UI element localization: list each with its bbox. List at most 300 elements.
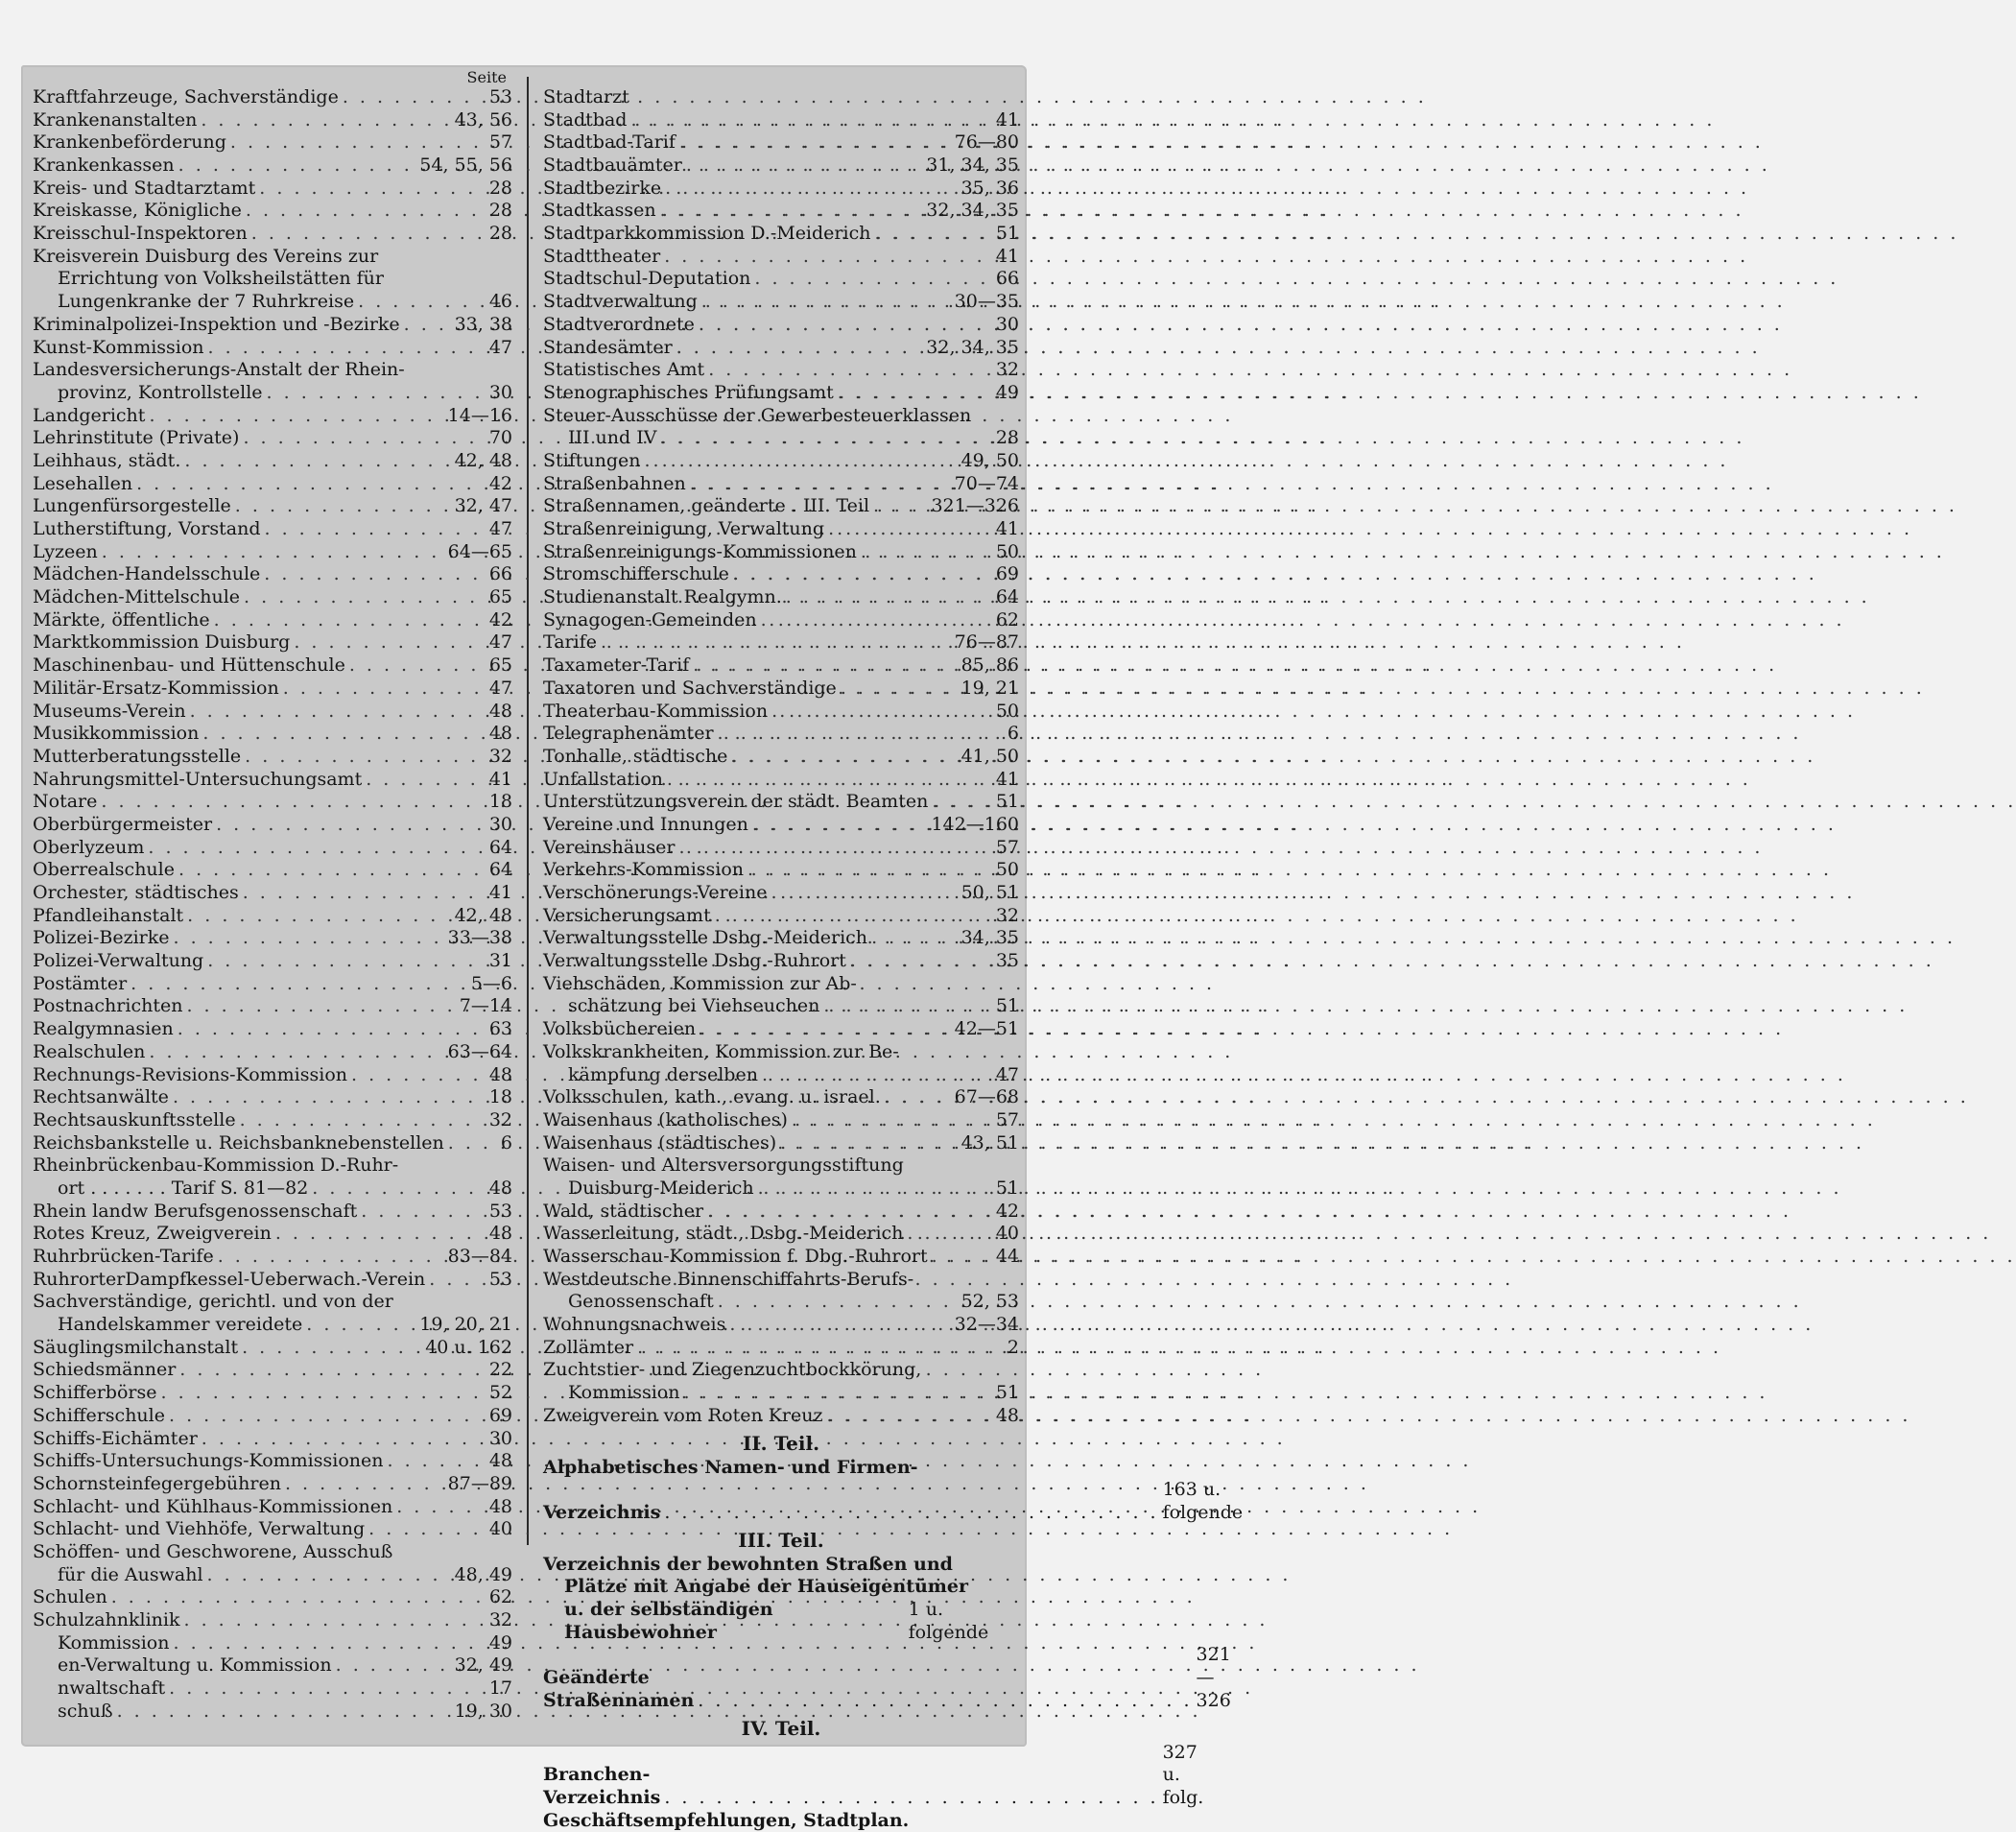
entry-name: Volksschulen, kath., evang. u. israel. (543, 1086, 881, 1108)
entry-page: 64 (995, 586, 1019, 608)
index-entry (33, 131, 512, 155)
entry-page: 30 (488, 1427, 512, 1449)
entry-page: 18 (488, 1086, 512, 1108)
index-entry (33, 769, 512, 792)
leader-dots (174, 1632, 486, 1655)
leader-dots (190, 701, 486, 724)
entry-name: Realschulen (33, 1040, 146, 1062)
entry-name: Zollämter (543, 1336, 634, 1358)
entry-page: 51 (995, 223, 1019, 245)
entry-name: Verschönerungs-Vereine (543, 882, 768, 904)
leader-dots (429, 1269, 486, 1292)
entry-page: 69 (488, 1404, 512, 1426)
index-entry (543, 905, 1019, 928)
entry-name: Märkte, öffentliche (33, 608, 210, 630)
index-entry (33, 905, 512, 928)
index-entry (543, 1178, 1019, 1201)
entry-page: 42, 48 (454, 449, 512, 471)
index-entry (33, 723, 512, 746)
leader-dots (404, 314, 451, 337)
leader-dots (871, 927, 958, 950)
leader-dots (202, 1428, 486, 1451)
entry-name: Unfallstation (543, 768, 663, 790)
entry-name: Wald, städtischer (543, 1200, 704, 1222)
index-entry (33, 223, 512, 246)
entry-name: Kommission (58, 1631, 170, 1654)
entry-page: 42—51 (954, 1018, 1019, 1040)
entry-page: 48 (488, 723, 512, 745)
entry-name: Kreisschul-Inspektoren (33, 223, 248, 245)
index-entry (543, 473, 1019, 496)
leader-dots (244, 586, 486, 609)
entry-page: 83—84 (447, 1246, 512, 1268)
entry-name: Wasserschau-Kommission f. Dbg.-Ruhrort (543, 1246, 928, 1268)
entry-name: Lehrinstitute (Private) (33, 427, 240, 449)
index-entry (543, 1246, 1019, 1269)
index-entry (33, 109, 512, 132)
entry-name: Verkehrs-Kommission (543, 859, 745, 881)
leader-dots (700, 1018, 950, 1041)
entry-name: Genossenschaft (568, 1291, 714, 1313)
entry-page: 48 (488, 1450, 512, 1472)
entry-name: Schiedsmänner (33, 1359, 177, 1381)
entry-page: 5—6 (470, 972, 512, 994)
index-entry (33, 200, 512, 223)
entry-page: 63 (488, 1018, 512, 1040)
entry-page: 57 (488, 131, 512, 154)
index-entry (33, 1541, 512, 1564)
index-entry (33, 1178, 512, 1201)
leader-dots (265, 518, 486, 541)
entry-page: 64 (488, 859, 512, 881)
entry-page: 65 (488, 654, 512, 677)
leader-dots (699, 314, 992, 337)
leader-dots (117, 1701, 451, 1724)
leader-dots (448, 1132, 497, 1155)
entry-name: Kreisverein Duisburg des Vereins zur (33, 245, 379, 267)
index-entry (33, 814, 512, 837)
index-entry (543, 131, 1019, 155)
entry-name: Maschinenbau- und Hüttenschule (33, 654, 345, 677)
index-entry (543, 495, 1019, 518)
leader-dots (637, 1337, 1004, 1360)
seite-header-spacer (543, 69, 1019, 86)
entry-name: Stadtarzt (543, 85, 629, 107)
index-entry (33, 269, 512, 292)
leader-dots (184, 1609, 486, 1632)
entry-name: Ruhrbrücken-Tarife (33, 1246, 214, 1268)
entry-page: 28 (488, 177, 512, 199)
entry-page: 70—74 (954, 472, 1019, 494)
entry-name: Schöffen- und Geschworene, Ausschuß (33, 1540, 393, 1562)
entry-name: Straßenreinigungs-Kommissionen (543, 540, 857, 562)
entry-name: Krankenbeförderung (33, 131, 226, 154)
part4-line1: Branchen-Verzeichnis (543, 1764, 661, 1808)
index-entry (543, 382, 1019, 405)
leader-dots (242, 1337, 421, 1360)
index-entry (33, 1405, 512, 1428)
leader-dots (660, 427, 991, 450)
entry-page: 48, 49 (454, 1563, 512, 1585)
index-entry (33, 1223, 512, 1246)
index-entry (543, 1041, 1019, 1064)
entry-page: 42 (488, 472, 512, 494)
leader-dots (349, 654, 486, 678)
entry-name: Kreiskasse, Königliche (33, 200, 242, 222)
entry-name: Landesversicherungs-Anstalt der Rhein- (33, 359, 405, 381)
index-entry (33, 1701, 512, 1724)
index-entry (33, 859, 512, 882)
leader-dots (630, 109, 991, 132)
entry-name: Tonhalle, städtische (543, 745, 728, 767)
entry-name: Volkskrankheiten, Kommission zur Be- (543, 1040, 899, 1062)
leader-dots (207, 950, 486, 973)
entry-name: Marktkommission Duisburg (33, 631, 291, 654)
entry-page: 19, 30 (454, 1700, 512, 1722)
entry-page: 48 (488, 1063, 512, 1085)
entry-name: Mädchen-Handelsschule (33, 563, 261, 585)
index-entry (33, 1632, 512, 1655)
entry-page: 49 (995, 381, 1019, 403)
leader-dots (718, 723, 1004, 746)
index-entry (33, 654, 512, 678)
leader-dots (136, 473, 486, 496)
leader-dots (771, 701, 992, 724)
index-entry (33, 996, 512, 1019)
leader-dots (178, 155, 416, 178)
leader-dots (169, 1405, 486, 1428)
entry-page: 57 (995, 836, 1019, 858)
entry-page: 66 (488, 563, 512, 585)
entry-page: 51 (995, 995, 1019, 1017)
leader-dots (218, 1246, 444, 1269)
index-entry (543, 654, 1019, 678)
index-entry (543, 109, 1019, 132)
entry-page: 41 (995, 518, 1019, 540)
index-entry (33, 1018, 512, 1041)
entry-page: 41 (995, 108, 1019, 131)
entry-page: 62 (995, 608, 1019, 630)
entry-page: 42, 48 (454, 904, 512, 926)
index-entry (33, 1269, 512, 1292)
leader-dots (932, 1246, 992, 1269)
entry-page: 48 (488, 700, 512, 722)
leader-dots (149, 405, 443, 428)
entry-name: Oberlyzeum (33, 836, 145, 858)
entry-page: 32 (488, 745, 512, 767)
entry-name: Stadtschul-Deputation (543, 268, 751, 290)
entry-name: Lungenfürsorgestelle (33, 495, 231, 517)
entry-name: Stadtbauämter (543, 155, 682, 177)
leader-dots (202, 723, 485, 746)
index-entry (33, 291, 512, 314)
entry-page: 35, 36 (961, 177, 1019, 199)
entry-name: Oberrealschule (33, 859, 175, 881)
leader-dots (747, 859, 992, 882)
entry-name: Reichsbankstelle u. Reichsbanknebenstellen (33, 1131, 444, 1154)
leader-dots (243, 882, 486, 905)
entry-name: Vereinshäuser (543, 836, 676, 858)
entry-name: Tarife (543, 631, 597, 654)
entry-name: Telegraphenämter (543, 723, 714, 745)
entry-name: Notare (33, 791, 98, 813)
index-entry (33, 950, 512, 973)
entry-name: Unterstützungsverein der städt. Beamten (543, 791, 929, 813)
entry-page: 47 (488, 336, 512, 358)
entry-name: Versicherungsamt (543, 904, 711, 926)
entry-page: 142—160 (931, 813, 1019, 835)
entry-name: Schiffs-Untersuchungs-Kommissionen (33, 1450, 384, 1472)
index-entry (33, 1450, 512, 1473)
left-column (33, 69, 512, 1724)
entry-page: 52, 53 (961, 1291, 1019, 1313)
entry-page: 6 (500, 1131, 512, 1154)
index-entry (33, 427, 512, 450)
entry-name: Polizei-Verwaltung (33, 950, 204, 972)
index-entry (33, 1586, 512, 1609)
index-entry (543, 814, 1019, 837)
index-entry (543, 223, 1019, 246)
index-entry (543, 859, 1019, 882)
leader-dots (676, 337, 923, 360)
entry-page: 67—68 (954, 1086, 1019, 1108)
entry-name: Krankenkassen (33, 155, 175, 177)
leader-dots (267, 382, 486, 405)
entry-name: Stadtparkkommission D.-Meiderich (543, 223, 871, 245)
leader-dots (665, 178, 957, 201)
leader-dots (701, 291, 951, 314)
leader-dots (283, 678, 486, 701)
entry-page: 42 (488, 608, 512, 630)
entry-page: 41 (488, 882, 512, 904)
entry-name: Schiffs-Eichämter (33, 1427, 198, 1449)
entry-name: schätzung bei Viehseuchen (568, 995, 820, 1017)
leader-dots (780, 1132, 957, 1155)
leader-dots (827, 1405, 992, 1428)
leader-dots (178, 1018, 486, 1041)
index-entry (33, 1677, 512, 1701)
entry-name: Statistisches Amt (543, 359, 705, 381)
entry-name: Handelskammer vereidete (58, 1314, 303, 1336)
leader-dots (186, 995, 455, 1018)
index-entry (543, 314, 1019, 337)
entry-name: Lyzeen (33, 540, 98, 562)
leader-dots (312, 1178, 486, 1201)
index-entry (543, 359, 1019, 382)
entry-page: 51 (995, 1177, 1019, 1199)
section-heading-part4: IV. Teil. (741, 1716, 821, 1740)
index-entry (543, 1360, 1019, 1383)
index-entry (33, 1564, 512, 1587)
entry-name: Westdeutsche Binnenschiffahrts-Berufs- (543, 1268, 914, 1290)
leader-dots (758, 1178, 992, 1201)
index-entry (543, 609, 1019, 632)
index-entry (33, 1201, 512, 1224)
index-entry (33, 1337, 512, 1360)
index-entry (543, 632, 1019, 655)
part3-entry (543, 1553, 1231, 1713)
left-index-list (33, 86, 512, 1724)
leader-dots (715, 905, 992, 928)
entry-page: 42 (995, 1200, 1019, 1222)
entry-name: Straßenreinigung, Verwaltung (543, 518, 825, 540)
index-entry (33, 337, 512, 360)
entry-page: 47 (488, 631, 512, 654)
leader-dots (693, 654, 957, 678)
index-entry (543, 86, 1019, 109)
index-entry (33, 450, 512, 473)
leader-dots (771, 882, 957, 905)
entry-name: Kreis- und Stadtarztamt (33, 177, 256, 199)
part3-line4: Geänderte Straßennamen (543, 1667, 695, 1711)
index-entry (33, 314, 512, 337)
index-entry (543, 1086, 1019, 1109)
entry-page: 49 (488, 1631, 512, 1654)
leader-dots (285, 1473, 444, 1496)
entry-page: 53 (488, 1268, 512, 1290)
part3-line2: Plätze mit Angabe der Hauseigentümer (564, 1576, 968, 1598)
leader-dots (686, 155, 922, 178)
section-heading-part3: III. Teil. (738, 1528, 824, 1552)
entry-name: RuhrorterDampfkessel-Ueberwach.-Verein (33, 1268, 426, 1290)
entry-name: Lutherstiftung, Vorstand (33, 518, 261, 540)
entry-page: 32 (488, 1609, 512, 1631)
entry-page: 32 (488, 1108, 512, 1130)
entry-name: Stiftungen (543, 449, 641, 471)
index-entry (33, 837, 512, 860)
index-entry (543, 178, 1019, 201)
entry-name: Rechtsauskunftsstelle (33, 1108, 236, 1130)
leader-dots (838, 382, 992, 405)
leader-dots (179, 1359, 486, 1382)
index-entry (33, 541, 512, 564)
entry-name: Studienanstalt Realgymn. (543, 586, 782, 608)
entry-name: Kommission (568, 1382, 680, 1404)
right-column (543, 69, 1244, 1832)
index-entry (543, 269, 1019, 292)
index-entry (33, 927, 512, 950)
entry-name: Zuchtstier- und Ziegenzuchtbockkörung, (543, 1359, 922, 1381)
entry-name: Waisen- und Altersversorgungsstiftung (543, 1154, 904, 1177)
leader-dots (932, 791, 992, 814)
entry-name: Schornsteinfegergebühren (33, 1472, 281, 1494)
leader-dots (874, 223, 991, 246)
index-entry (543, 882, 1019, 905)
entry-name: Realgymnasien (33, 1018, 174, 1040)
entry-name: Postämter (33, 972, 128, 994)
entry-page: 19, 21 (961, 677, 1019, 699)
index-entry (543, 1405, 1019, 1428)
entry-page: 70 (488, 427, 512, 449)
entry-page: 33, 38 (454, 313, 512, 335)
entry-name: Säuglingsmilchanstalt (33, 1336, 239, 1358)
index-entry (33, 563, 512, 586)
entry-name: Krankenanstalten (33, 108, 198, 131)
leader-dots (187, 905, 450, 928)
index-entry (33, 1132, 512, 1155)
index-entry (33, 495, 512, 518)
leader-dots (667, 769, 992, 792)
part2-page: 163 u. folgende (1162, 1479, 1244, 1523)
leader-dots (861, 541, 992, 564)
entry-name: Musikkommission (33, 723, 200, 745)
entry-page: 53 (488, 1200, 512, 1222)
entry-page: 35 (995, 950, 1019, 972)
index-entry (33, 405, 512, 428)
entry-name: für die Auswahl (58, 1563, 203, 1585)
index-entry (543, 769, 1019, 792)
leader-dots (243, 427, 485, 450)
leader-dots (148, 837, 485, 860)
index-entry (33, 1246, 512, 1269)
entry-name: Duisburg-Meiderich (568, 1177, 754, 1199)
leader-dots (294, 631, 486, 654)
entry-name: Mutterberatungsstelle (33, 745, 242, 767)
leader-dots (762, 1064, 992, 1087)
index-entry (543, 337, 1019, 360)
index-entry (543, 723, 1019, 746)
leader-dots (149, 1041, 443, 1064)
leader-dots (873, 495, 927, 518)
entry-name: Stadtverwaltung (543, 291, 698, 313)
index-entry (543, 678, 1019, 701)
entry-page: 321—326 (931, 495, 1019, 517)
entry-page: 28 (488, 200, 512, 222)
leader-dots (823, 995, 991, 1018)
entry-name: Stromschifferschule (543, 563, 729, 585)
entry-page: 6 (1007, 723, 1019, 745)
entry-page: 40 (488, 1518, 512, 1540)
index-entry (33, 178, 512, 201)
index-entry (543, 1337, 1019, 1360)
leader-dots (733, 563, 992, 586)
leader-dots (275, 1223, 486, 1246)
section-heading-part2: II. Teil. (742, 1431, 820, 1455)
entry-name: Verwaltungsstelle Dsbg.-Meiderich (543, 927, 868, 949)
entry-page: 41 (488, 768, 512, 790)
entry-name: Rechnungs-Revisions-Kommission (33, 1063, 347, 1085)
index-entry (33, 1041, 512, 1064)
entry-page: 48 (488, 1495, 512, 1517)
entry-page: 2 (1007, 1336, 1019, 1358)
leader-dots (396, 1496, 486, 1519)
index-entry (543, 246, 1019, 269)
index-entry (543, 1291, 1019, 1314)
index-entry (543, 973, 1019, 996)
entry-name: Wohnungsnachweis (543, 1314, 726, 1336)
leader-dots (718, 1291, 958, 1314)
index-entry (543, 927, 1019, 950)
entry-page: 66 (995, 268, 1019, 290)
leader-dots (160, 1382, 485, 1405)
entry-page: 51 (995, 1382, 1019, 1404)
entry-name: Verwaltungsstelle Dsbg.-Ruhrort (543, 950, 846, 972)
entry-page: 31, 34, 35 (926, 155, 1019, 177)
leader-dots (208, 337, 486, 360)
entry-name: Lungenkranke der 7 Ruhrkreise (58, 291, 355, 313)
index-entry (543, 837, 1019, 860)
entry-name: Taxameter-Tarif (543, 654, 690, 677)
part2-line2: Verzeichnis (543, 1501, 661, 1523)
index-entry (33, 609, 512, 632)
entry-name: en-Verwaltung u. Kommission (58, 1654, 332, 1677)
leader-dots (679, 131, 951, 155)
entry-name: Kunst-Kommission (33, 336, 204, 358)
leader-dots (707, 1201, 992, 1224)
index-entry (543, 1201, 1019, 1224)
leader-dots (786, 586, 992, 609)
seite-header: Seite (466, 68, 507, 86)
